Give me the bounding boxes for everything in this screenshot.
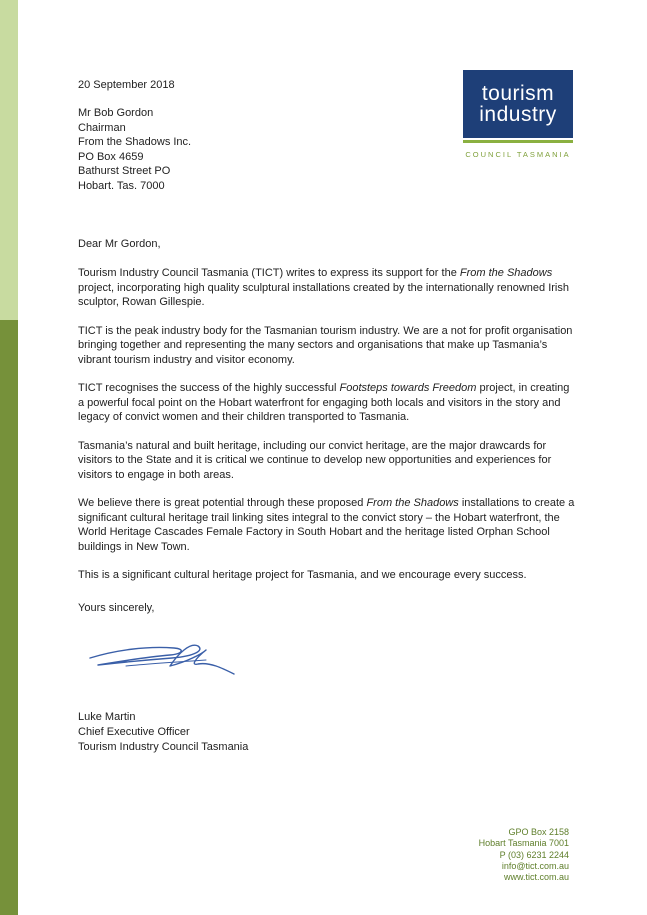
recipient-line: Mr Bob Gordon: [78, 107, 154, 119]
recipient-line: Hobart. Tas. 7000: [78, 179, 165, 192]
recipient-line: Chairman: [78, 121, 126, 134]
footer-email: info@tict.com.au: [501, 860, 569, 871]
paragraph-3: TICT recognises the success of the highly successful Footsteps towards Freedom project, in creating a powerful focal point on the Hobart waterfront for engaging both locals and visitors in the story and legacy of convict women and their children transported to Tasmania.: [78, 382, 570, 423]
signer-block: [78, 710, 248, 754]
logo-council-tasmania: COUNCIL TASMANIA: [465, 150, 571, 159]
footer-city: Hobart Tasmania 7001: [478, 838, 569, 849]
signer-name: Luke Martin: [78, 711, 136, 723]
paragraph-4: Tasmania’s natural and built heritage, including our convict heritage, are the major drawcards for visitors to the State and it is critical we continue to develop new opportunities and experiences for visitors to engage in both areas.: [78, 439, 552, 481]
recipient-line: PO Box 4659: [78, 150, 144, 163]
recipient-address: [78, 106, 191, 194]
paragraph-6: This is a significant cultural heritage project for Tasmania, and we encourage every success.: [78, 569, 527, 581]
signer-title: Chief Executive Officer: [78, 725, 190, 738]
footer-website: www.tict.com.au: [503, 872, 569, 883]
letter-date: 20 September 2018: [78, 79, 175, 91]
closing: Yours sincerely,: [78, 602, 155, 614]
salutation: Dear Mr Gordon,: [78, 238, 161, 250]
logo-word-industry: industry: [479, 103, 557, 126]
signer-organisation: Tourism Industry Council Tasmania: [78, 740, 249, 753]
footer-contact: [479, 827, 569, 883]
letter-body: [78, 266, 578, 597]
paragraph-1: Tourism Industry Council Tasmania (TICT) writes to express its support for the From the Shadows project, incorporating high quality sculptural installations created by the internationally renowned Irish sculptor, Rowan Gillespie.: [78, 267, 569, 308]
footer-phone: P (03) 6231 2244: [499, 849, 569, 860]
paragraph-2: TICT is the peak industry body for the Tasmanian tourism industry. We are a not for profit organisation bringing together and representing the many sectors and organisations that make up Tasmania’s vibrant tourism industry and visitor economy.: [78, 324, 573, 366]
left-margin-band-dark: [0, 320, 18, 915]
paragraph-5: We believe there is great potential through these proposed From the Shadows installations to create a significant cultural heritage trail linking sites integral to the convict story – the Hobart waterfront, the World Heritage Cascades Female Factory in South Hobart and the heritage listed Orphan School buildings in New Town.: [78, 497, 575, 553]
logo-green-stripe: [463, 140, 573, 143]
tict-logo: [463, 70, 573, 159]
left-margin-band-light: [0, 0, 18, 320]
logo-word-tourism: tourism: [481, 82, 555, 105]
logo-box: [463, 70, 573, 138]
footer-po-box: GPO Box 2158: [508, 827, 569, 837]
recipient-line: Bathurst Street PO: [78, 165, 171, 178]
recipient-line: From the Shadows Inc.: [78, 136, 192, 149]
signature-image: [86, 638, 236, 688]
